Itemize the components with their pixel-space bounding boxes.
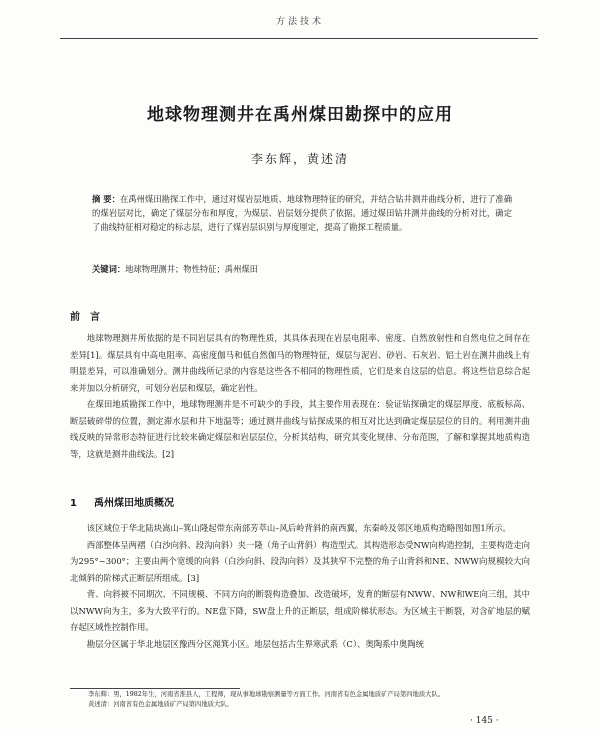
intro-body (70, 330, 530, 462)
paragraph: 西部整体呈两褶（白沙向斜、段沟向斜）夹一隆（角子山背斜）构造型式。其构造形态受NW向构造控制，主要构造走向为295°~300°；主要由两个宽缓的向斜（白沙向斜、段沟向斜）及其狭窄不完整的角子山背斜和NE、NWW向规模较大向北倾斜的阶梯式正断层所组成。[3] (70, 539, 530, 583)
paragraph: 在煤田地质勘探工作中，地球物理测井是不可缺少的手段，其主要作用表现在：验证钻探确定的煤层厚度、底板标高、断层破碎带的位置，测定滞水层和井下地温等；通过测井曲线与钻探成果的相互对比达到确定煤层层位的目的。利用测井曲线反映的异常形态特征进行比较来确定煤层和岩层层位，分析其结构，研究其变化规律、分布范围，了解和掌握其地质构造等，这就是测井曲线法。[2] (70, 399, 530, 459)
abstract-text: 在禹州煤田勘探工作中，通过对煤岩层地质、地球物理特征的研究，并结合钻井测井曲线分析，进行了准确的煤岩层对比，确定了煤层分布和厚度，为煤层、岩层划分提供了依据。通过煤田钻井测井曲线的分析对比，确定了曲线特征相对稳定的标志层，进行了煤岩层识别与厚度厘定，提高了勘探工程质量。 (92, 194, 512, 232)
keywords-label: 关键词： (92, 264, 126, 274)
footnote: 黄述清：河南省有色金属地质矿产局第四地质大队。 (88, 701, 233, 708)
footnote: 李东辉：男，1982年生，河南省淮县人，工程师，现从事地球勘察测量等方面工作。河南省有色金属地质矿产局第四地质大队。 (88, 691, 445, 698)
intro-heading: 前言 (70, 312, 110, 323)
abstract-label: 摘 要： (92, 194, 120, 204)
section-label: 方法技术 (275, 17, 324, 27)
section-heading (70, 494, 174, 509)
keywords (92, 262, 512, 276)
section-body (70, 520, 530, 652)
paragraph: 地球物理测井所依据的是不同岩层具有的物理性质，其具体表现在岩层电阻率、密度、自然放射性和自然电位之间存在差异[1]。煤层具有中高电阻率、高密度伽马和低自然伽马的物理特征，煤层与泥岩、砂岩、石灰岩、铝土岩在测井曲线上有明显差异，可以准确划分。测井曲线所记录的内容是这些各不相同的物理性质，它们是来自这层的信息。将这些信息综合起来并加以分析研究，可划分岩层和煤层，确定岩性。 (70, 333, 530, 393)
section-number: 1 (70, 498, 77, 509)
section-title: 禹州煤田地质概况 (94, 498, 174, 509)
article-authors: 李东辉，黄述清 (250, 152, 349, 166)
footnote-rule (70, 688, 240, 689)
footnotes (88, 690, 528, 710)
paragraph: 勘层分区属于华北地层区豫西分区渑箕小区。地层包括古生界寒武系（C）、奥陶系中奥陶统 (86, 638, 425, 649)
paragraph: 背、向斜被不同期次、不同规模、不同方向的断裂构造叠加、改造破坏，发育的断层有NWW、NW和WE向三组，其中以NWW向为主，多为大致平行的。NE盘下降，SW盘上升的正断层，组成阶梯状形态。为区域主干断裂，对含矿地层的赋存起区域性控制作用。 (70, 589, 530, 632)
article-title: 地球物理测井在禹州煤田勘探中的应用 (147, 105, 453, 125)
header-rule (60, 38, 538, 39)
abstract (92, 192, 512, 234)
page-number: · 145 · (470, 716, 499, 726)
keywords-text: 地球物理测井；物性特征；禹州煤田 (125, 264, 258, 274)
paragraph: 该区域位于华北陆块嵩山–箕山隆起带东南部芳萃山–风后岭背斜的南西翼，东秦岭及邻区地质构造略图如图1所示。 (86, 523, 511, 533)
